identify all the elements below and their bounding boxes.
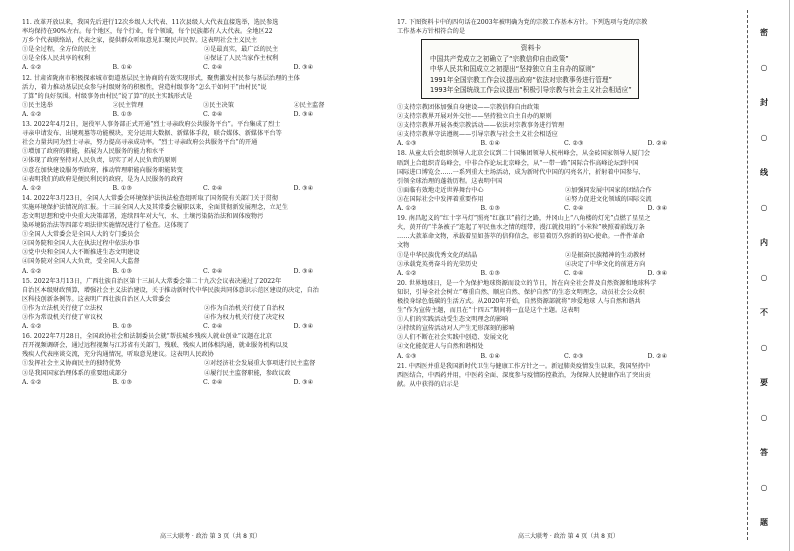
statement: ①面临有效地走近世界舞台中心 — [397, 186, 484, 194]
circle-icon: ○ — [760, 133, 768, 142]
question-17-choices — [397, 139, 727, 148]
statement: ①是全过程，全方位的民主 — [22, 46, 97, 54]
material-card-line: 1991年全国宗教工作会议提出政府“依法对宗教事务进行管理” — [430, 75, 612, 84]
choice-d: D. ③④ — [293, 323, 314, 331]
circle-icon: ○ — [760, 483, 768, 492]
choice-c: C. ②④ — [564, 205, 584, 213]
statement: ④决定了中华文化的前进方向 — [565, 260, 646, 268]
choice-c: C. ②③ — [564, 140, 584, 148]
statement: ①是中华民族优秀文化的结晶 — [397, 251, 478, 259]
question-21-line: 献。从中获得的启示是 — [397, 380, 459, 388]
statement: ④作为权力机关行使了决定权 — [204, 314, 285, 321]
choice-d: D. ③④ — [647, 205, 668, 213]
statement: ④支持宗教界守法遵规——引导宗教与社会主义社会相适应 — [397, 131, 558, 139]
choice-d: D. ③④ — [293, 184, 314, 192]
question-16-line: 残疾人代表座谈交流，充分沟通情况，听取意见建议。这表明人民政协 — [22, 351, 214, 359]
question-14 — [22, 194, 380, 276]
question-19-line: ……大款革命文物，承载着星如荟萃的信仰信念，彰显着历久弥新的初心使命。一件件革命 — [397, 233, 645, 241]
statement: ③支持宗教界开展各类宗教活动——依法对宗教事务进行管理 — [397, 122, 565, 130]
binding-margin — [737, 0, 794, 551]
statement: ①作为立法机关行使了立法权 — [22, 304, 103, 312]
question-21-line: 西医结合，中西药并用，中医药全面、深度参与疫情防控救治，为保障人民健康作出了突出贡 — [397, 371, 651, 379]
question-15-line: 自治区本级财政预算，增强社会主义法治建设，关于推动新时代中华民族共同体意识示范区建设的决定，自治 — [22, 286, 319, 294]
statement: ②国务院和全国人大在执法过程中依法办事 — [22, 240, 140, 248]
choice-b: B. ①③ — [480, 205, 501, 213]
choice-b: B. ①③ — [112, 267, 133, 275]
choice-d: D. ③④ — [647, 269, 668, 277]
question-15-line: 区科技创新条例等。这表明广西壮族自治区人大常委会 — [22, 295, 171, 303]
statement: ③承载党英勇奋斗的光荣历史 — [397, 260, 478, 268]
statement: ②持续的宣传活动对人产生无形深刻的影响 — [397, 325, 515, 333]
choice-c: C. ②④ — [203, 378, 223, 386]
question-18-line: 晤到上合组织青岛峰会，中非合作论坛北京峰会，从“一带一路”国际合作高峰论坛到中国 — [397, 159, 639, 167]
choice-b: B. ①③ — [480, 269, 501, 277]
choice-c: C. ②④ — [203, 184, 223, 192]
question-18-statements — [397, 186, 727, 204]
question-17-line: 17. 下图资料卡中的四句话在2003年被明确为党的宗教工作基本方针。下列选项与党的宗教 — [397, 19, 648, 26]
page-edge — [789, 0, 790, 551]
question-18-line: 引领全球治理的蓬勃历程。这表明中国 — [397, 177, 503, 185]
choice-a: A. ①② — [22, 378, 42, 386]
statement: ③民主决策 — [203, 101, 234, 109]
question-16-line: 16. 2022年7月28日，全国政协社会和法制委员会就“帮扶城乡残疾人就业创业”议题在北京 — [22, 333, 272, 341]
question-19-line: 19. 南昌起义的“红十字马灯”照亮“红旗卫”前行之路，井冈山上“八角楼的灯光”点燃了星星之 — [397, 215, 651, 223]
choice-a: A. ①② — [22, 323, 42, 331]
question-16 — [22, 332, 380, 387]
circle-icon: ○ — [760, 203, 768, 212]
choice-a: A. ①③ — [397, 140, 417, 148]
cut-line — [747, 10, 748, 540]
question-11-line: 率均保持在90%左右。每个地区，每个行业，每个领域，每个民族都有人大代表。全地区22 — [22, 28, 273, 36]
question-18-choices — [397, 204, 727, 213]
statement: ①全国人大常委会是全国人大的专门委员会 — [22, 231, 140, 239]
binding-char: 密 — [760, 28, 768, 37]
binding-char: 内 — [760, 238, 768, 247]
question-13 — [22, 120, 380, 193]
question-18-line: 18. 从童太后会组织领导人北京会议到二十国集团领导人杭州峰会，从金砖国家领导人厦门会 — [397, 150, 651, 158]
material-card-title: 资料卡 — [520, 44, 542, 53]
choice-c: C. ②④ — [564, 269, 584, 277]
statement: ③党中央和全国人大不断推进生态文明建设 — [22, 249, 140, 257]
choice-d: D. ③④ — [293, 110, 314, 118]
choice-a: A. ①② — [397, 205, 417, 213]
question-14-line: 态文明思想和党中央重大决策部署，连续四年对大气、水、土壤污染防治法和固体废物污 — [22, 212, 264, 220]
question-18 — [397, 149, 727, 213]
statement: ①人们的实践活动受生态文明理念的影响 — [397, 316, 509, 324]
circle-icon: ○ — [760, 343, 768, 352]
choice-a: A. ①② — [22, 184, 42, 192]
question-20-line: 20. 世界地球日，是一个为保护地球资源而设立的节日，旨在向全社会普及自然资源和地球科学 — [397, 279, 657, 287]
choice-b: B. ①④ — [480, 352, 501, 360]
right-column — [397, 18, 727, 390]
choice-d: D. ②④ — [647, 352, 668, 360]
question-12-line: 了算”的良好氛围。村级事务由村民“说了算”的民主实践形式是 — [22, 92, 193, 100]
statement: ①支持宗教团体加强自身建设——宗教信仰自由政策 — [397, 104, 540, 111]
question-17 — [397, 18, 727, 148]
question-12-statements — [22, 101, 380, 110]
binding-warning — [757, 28, 771, 528]
choice-c: C. ②④ — [203, 64, 223, 72]
statement: ④表明我们的政府是便民利民的政府，是为人民服务的政府 — [22, 175, 183, 183]
statement: ④履行民主监督职能，参政议政 — [204, 369, 291, 377]
question-13-line: 13. 2022年4月2日，退役军人事务部正式开通“烈士寻亲政府公共服务平台”。平台集成了烈士 — [22, 121, 281, 129]
question-19-line: 火，黄开的“半条被子”连起了军民鱼水之情的纽带，漫江就投用的“小米粒”映照着前线万条 — [397, 224, 645, 232]
question-20-line: 极投身绿色低碳的生活方式。从2020年开始，自然资源部就将“珍爱地球 人与自然和谐共 — [397, 297, 641, 305]
material-card — [421, 39, 639, 99]
question-11-line: 万乡个代表联络站，代表之家，提供群众听取意见汇聚民声民智。这表明社会主义民主 — [22, 37, 258, 45]
statement: ②作为自治机关行使了自治权 — [204, 304, 285, 312]
choice-b: B. ①④ — [480, 140, 501, 148]
choice-b: B. ①③ — [112, 110, 133, 118]
binding-char: 线 — [760, 168, 768, 177]
question-19-choices — [397, 269, 727, 278]
question-19-line: 文物 — [397, 242, 410, 250]
question-14-line: 染环境防治法等四部专项法律实施情况进行了检查。这体现了 — [22, 222, 190, 230]
question-12-line: 12. 甘肃省陇南市积极探索城市街道基层民主协商的有效实现形式，聚焦激发村民参与基层治理的主体 — [22, 74, 300, 82]
question-20-line: 知识，引导全社会树立“尊重自然、顺应自然、保护自然”的生态文明理念，动员社会公众积 — [397, 288, 645, 296]
statement: ④民主监督 — [293, 101, 325, 109]
material-card-line: 1993年全国统战工作会议提出“积极引导宗教与社会主义社会相适应” — [430, 85, 632, 94]
question-14-choices — [22, 267, 380, 276]
question-20-line: 生”作为宣传主题，而且在“十四五”期间将一直是这个主题。这表明 — [397, 307, 580, 315]
question-15-statements — [22, 304, 380, 322]
choice-b: B. ①③ — [112, 378, 133, 386]
statement: ③人们不断在社会实践中创造、发展文化 — [397, 334, 509, 342]
choice-a: A. ①② — [22, 110, 42, 118]
choice-c: C. ②③ — [564, 352, 584, 360]
page-footer-left: 高三大联考 · 政治 第 3 页（共 8 页） — [160, 533, 261, 540]
question-18-line: 国际进口博览会……一系列重大主场活动，成为新时代中国的闪亮名片，折射着中国参与、 — [397, 168, 645, 176]
question-12-choices — [22, 110, 380, 119]
binding-char: 封 — [760, 98, 768, 107]
choice-d: D. ③④ — [293, 64, 314, 72]
statement: ②加强同发展中国家的团结合作 — [565, 186, 652, 194]
material-card-line: 中国共产党成立之初确立了“宗教信仰自由政策” — [430, 55, 569, 64]
question-13-line: 社会力量共同为烈士寻亲，努力提高寻亲成功率。“烈士寻亲政府公共服务平台”的开通 — [22, 139, 258, 147]
statement: ③作为常设机关行使了审议权 — [22, 314, 103, 321]
choice-d: D. ③④ — [293, 378, 314, 386]
question-13-choices — [22, 184, 380, 193]
question-11 — [22, 18, 380, 73]
question-11-choices — [22, 63, 380, 72]
choice-d: D. ③④ — [293, 267, 314, 275]
binding-char: 题 — [760, 518, 768, 527]
question-19-statements — [397, 251, 727, 269]
circle-icon: ○ — [760, 273, 768, 282]
statement: ③在国际社会中发挥着重要作用 — [397, 195, 484, 203]
question-14-line: 实施环境保护法情况的汇报。十三届全国人大及其常委会履职以来，全面贯彻新发展理念，立足生 — [22, 203, 289, 211]
choice-a: A. ①② — [22, 64, 42, 72]
choice-a: A. ①③ — [397, 352, 417, 360]
choice-c: C. ②④ — [203, 267, 223, 275]
choice-b: B. ①③ — [112, 323, 133, 331]
statement: ②对经济社会发展重大事项进行民主监督 — [204, 360, 316, 368]
statement: ④保证了人民当家作主权利 — [204, 55, 279, 63]
question-11-line: 11. 改革开放以来，我国先后进行12次乡级人大代表、11次县级人大代表直接选举，选民参选 — [22, 19, 279, 26]
statement: ①发挥社会主义协商民主的独特优势 — [22, 360, 121, 368]
choice-b: B. ①③ — [112, 184, 133, 192]
statement: ③意在加快建设服务型政府，推动管理职能向服务职能转变 — [22, 166, 183, 174]
question-20 — [397, 279, 727, 361]
question-11-statements — [22, 45, 380, 63]
binding-char: 要 — [760, 378, 768, 387]
binding-char: 不 — [760, 308, 768, 317]
question-12 — [22, 74, 380, 119]
circle-icon: ○ — [760, 63, 768, 72]
question-16-line: 召开视频调研会，通过远程视频与江苏省有关部门，残联、残疾人团体相沟通，就业服务机构以及 — [22, 342, 289, 350]
question-21 — [397, 362, 727, 389]
question-19 — [397, 214, 727, 278]
question-13-line: 寻亲申请发布、出境观墓等功能模块，充分运用大数据、新媒体手段，联合媒体、新媒体平台等 — [22, 130, 282, 138]
question-15-choices — [22, 322, 380, 331]
statement: ①民主选举 — [22, 101, 53, 109]
statement: ③是全体人民共享的权利 — [22, 55, 91, 63]
page-footer-right: 高三大联考 · 政治 第 4 页（共 8 页） — [518, 533, 619, 540]
material-card-line: 中华人民共和国成立之初提出“坚持独立自主自办的原则” — [430, 65, 596, 74]
statement: ②是最真实，最广泛的民主 — [204, 46, 279, 54]
choice-b: B. ①④ — [112, 64, 133, 72]
statement: ②是振奋民族精神的生动教材 — [565, 251, 646, 259]
binding-char: 答 — [760, 448, 768, 457]
statement: ②支持宗教界开展对外交往——坚持独立自主自办的原则 — [397, 113, 552, 121]
question-17-line: 工作基本方针相符合的是 — [397, 28, 466, 36]
question-12-line: 活力，着力推动基层民众参与村级财务的积极性，营造村级事务“怎么干如何干”由村民“说 — [22, 83, 267, 91]
question-15 — [22, 277, 380, 332]
statement: ③是我国国家治理体系的重要组成部分 — [22, 369, 128, 377]
left-column — [22, 18, 380, 388]
choice-d: D. ②④ — [647, 140, 668, 148]
statement: ④国务院对全国人大负责，受全国人大监督 — [22, 258, 140, 266]
choice-c: C. ②④ — [203, 323, 223, 331]
choice-c: C. ②④ — [203, 110, 223, 118]
question-15-line: 15. 2022年3月13日，广西壮族自治区第十三届人大常委会第二十九次会议表决通过了2022年 — [22, 277, 282, 285]
statement: ④努力促进文化领域的国际交流 — [565, 195, 652, 203]
choice-a: A. ①② — [22, 267, 42, 275]
choice-a: A. ①② — [397, 269, 417, 277]
statement: ①增加了政府的职能，拓展为人民服务的能力和水平 — [22, 148, 165, 156]
question-16-choices — [22, 378, 380, 387]
question-21-line: 21. 中西医并重是我国新时代卫生与健康工作方针之一。新冠肺炎疫情发生以来，我国坚持中 — [397, 362, 651, 370]
question-16-statements — [22, 359, 380, 377]
question-20-choices — [397, 352, 727, 361]
question-14-line: 14. 2022年3月23日，全国人大常委会环境保护法执法检查组听取了国务院有关部门关于贯彻 — [22, 194, 278, 202]
statement: ④文化能促进人与自然和谐相处 — [397, 343, 484, 351]
statement: ②体现了政府坚持对人民负责，切实了对人民负责的原则 — [22, 157, 177, 165]
statement: ②民主管理 — [112, 101, 144, 109]
circle-icon: ○ — [760, 413, 768, 422]
